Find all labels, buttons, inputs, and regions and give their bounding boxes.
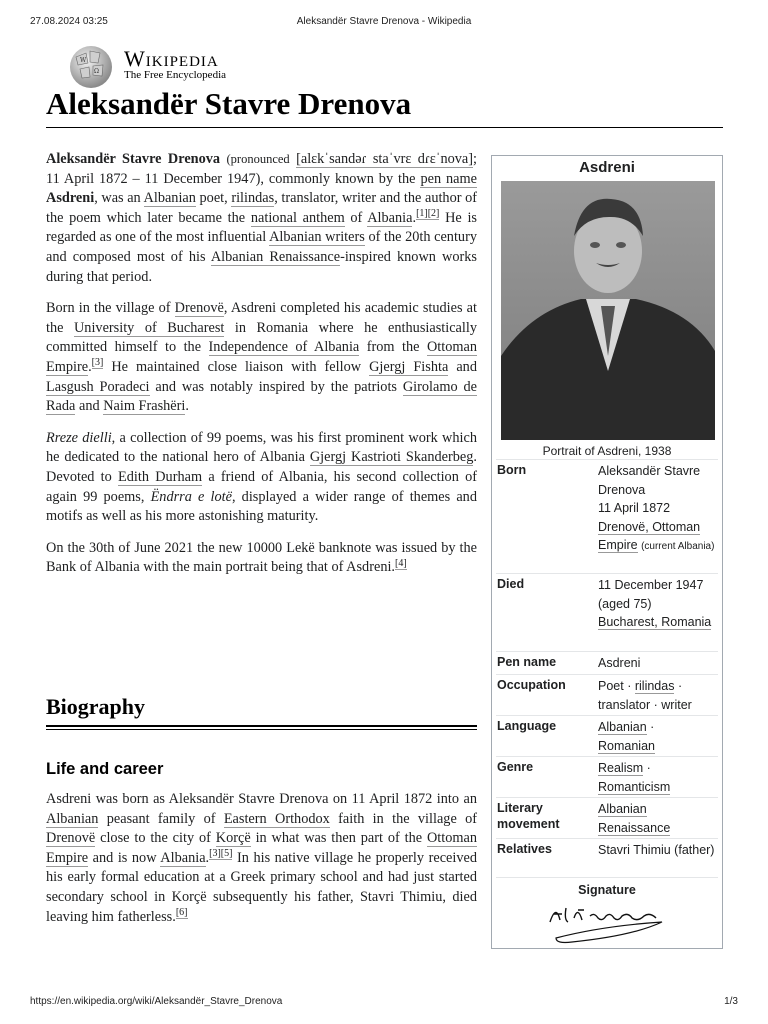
infobox-row-relatives — [496, 838, 718, 879]
infobox-row-language — [496, 715, 718, 756]
title-divider — [46, 127, 723, 128]
article-intro — [46, 150, 477, 590]
albanian-writers-link[interactable]: Albanian writers — [269, 229, 365, 246]
signature-image[interactable] — [542, 900, 672, 948]
infobox-title: Asdreni — [579, 159, 635, 176]
albania-link[interactable]: Albania — [367, 209, 413, 226]
text: In his native village he properly received his early formal education at a Greek primary school and had just started secondary school in Korçë subsequently his father, Stavri Thimiu, died leaving him fatherless. — [46, 849, 478, 925]
row-label: Language — [497, 719, 557, 733]
rilindas-link[interactable]: rilindas — [231, 190, 275, 207]
text: , Asdreni completed his academic studies at the — [46, 300, 477, 336]
text: of the 20th century and composed most of his — [46, 229, 477, 265]
svg-text:Ω: Ω — [94, 68, 99, 75]
row-value: Asdreni — [598, 656, 641, 670]
birthplace-link[interactable]: Drenovë, Ottoman Empire — [598, 519, 701, 552]
work-title: Rreze dielli — [46, 429, 112, 446]
subsection-heading-life-and-career: Life and career — [46, 760, 164, 778]
text: peasant family of — [106, 810, 216, 827]
print-datetime: 27.08.2024 03:25 — [30, 16, 108, 27]
rilindas-link[interactable]: rilindas — [634, 679, 675, 693]
row-label: Pen name — [497, 655, 557, 669]
text: of — [350, 209, 363, 226]
row-value — [598, 576, 716, 632]
wordmark-tagline: The Free Encyclopedia — [124, 69, 227, 81]
row-label: Died — [497, 577, 525, 591]
row-value — [598, 718, 716, 755]
occupation-item: translator — [598, 697, 651, 712]
paragraph-4 — [46, 539, 477, 578]
infobox-divider — [496, 877, 718, 879]
skanderbeg-link[interactable]: Gjergj Kastrioti Skanderbeg — [309, 449, 474, 466]
text: in what was then part of the — [255, 830, 423, 847]
text: -inspired known works during that period. — [46, 248, 477, 285]
subject-name: Aleksandër Stavre Drenova — [46, 151, 221, 167]
infobox-row-genre — [496, 756, 718, 797]
birthplace-note: (current Albania) — [641, 541, 715, 552]
text: Asdreni was born as Aleksandër Stavre Drenova on 11 April 1872 into an — [46, 791, 477, 807]
row-label: Born — [497, 463, 527, 477]
signature-label: Signature — [578, 883, 636, 897]
row-value — [598, 677, 716, 714]
text: in Romania where he enthusiastically committed himself to the — [46, 319, 477, 356]
text: He maintained close liaison with fellow — [111, 358, 362, 375]
portrait-photo[interactable] — [501, 181, 715, 440]
paragraph-1: Aleksandër Stavre Drenova (pronounced [alɛkˈsandəɾ staˈvrɛ dɾɛˈnova]; 11 April 1872 – 11 December 1947), commonly known by the pen name Asdreni, was an Albanian poet, rilindas, translator, writer and the author of the poem which later became the national anthem of Albania.[1][2] He is regarded as one of the most influential Albanian writers of the 20th century and composed most of his Albanian Renaissance-inspired known works during that period. — [46, 151, 477, 285]
university-of-bucharest-link[interactable]: University of Bucharest — [73, 319, 225, 336]
page-title: Aleksandër Stavre Drenova — [46, 86, 412, 121]
albanian-link[interactable]: Albanian — [143, 190, 196, 207]
gjergj-fishta-link[interactable]: Gjergj Fishta — [369, 358, 449, 375]
citation-link[interactable]: [6] — [175, 906, 188, 918]
text: , translator, writer and the author of the poem which later became the — [46, 190, 477, 226]
occupation-item: writer — [661, 697, 692, 712]
national-anthem-link[interactable]: national anthem — [250, 209, 345, 226]
albanian-link[interactable]: Albanian — [46, 810, 99, 827]
infobox-row-occupation — [496, 674, 718, 715]
paragraph-2: Born in the village of Drenovë, Asdreni completed his academic studies at the University of Bucharest in Romania where he enthusiastically committed himself to the Independence of Albania from the Ottoman Empire.[3] He maintained close liaison with fellow Gjergj Fishta and Lasgush Poradeci and was notably inspired by the patriots Girolamo de Rada and Naim Frashëri. — [46, 300, 478, 415]
separator: · — [627, 679, 632, 693]
row-value — [598, 759, 716, 796]
row-label: Genre — [497, 760, 534, 774]
drenove-link[interactable]: Drenovë — [46, 830, 96, 847]
section-heading-biography: Biography — [46, 694, 146, 719]
albanian-renaissance-link[interactable]: Albanian Renaissance — [598, 802, 671, 835]
ottoman-empire-link[interactable]: Ottoman Empire — [46, 339, 478, 375]
paragraph-5: Asdreni was born as Aleksandër Stavre Drenova on 11 April 1872 into an Albanian peasant family of Eastern Orthodox faith in the village of Drenovë close to the city of Korçë in what was then part of the Ottoman Empire and is now Albania.[3][5] In his native village he properly received his early formal education at a Greek primary school and had just started secondary school in Korçë subsequently his father, Stavri Thimiu, died leaving him fatherless.[6] — [46, 791, 478, 925]
albanian-language-link[interactable]: Albanian — [598, 720, 647, 734]
text: , a collection of 99 poems, was his first prominent work which he dedicated to the national hero of Albania — [46, 429, 477, 466]
wordmark-text: Wikipedia — [124, 46, 219, 71]
infobox-row-born — [496, 459, 718, 570]
girolamo-de-rada-link[interactable]: Girolamo de Rada — [46, 378, 477, 415]
albanian-renaissance-link[interactable]: Albanian Renaissance — [210, 248, 341, 265]
text: from the — [366, 339, 420, 356]
romanticism-link[interactable]: Romanticism — [598, 779, 671, 794]
drenove-link[interactable]: Drenovë — [174, 300, 224, 317]
text: poet, — [199, 190, 228, 207]
infobox — [491, 155, 723, 949]
biography-text — [46, 790, 477, 939]
section-divider — [46, 725, 477, 727]
ottoman-empire-link[interactable]: Ottoman Empire — [46, 830, 478, 866]
text: a friend of Albania, his second collection of again 99 poems, — [46, 468, 477, 505]
realism-link[interactable]: Realism — [598, 761, 644, 775]
birth-date: 11 April 1872 — [598, 501, 671, 515]
citation-link[interactable]: [3] — [91, 357, 104, 369]
text: , displayed a wider range of themes and motifs as well as his more astonishing maturity. — [46, 488, 477, 525]
lasgush-poradeci-link[interactable]: Lasgush Poradeci — [46, 378, 150, 395]
citation-link[interactable]: [4] — [395, 557, 407, 569]
citation-link[interactable]: [3][5] — [209, 848, 233, 860]
section-divider-thin — [46, 729, 477, 730]
text: faith in the village of — [338, 810, 478, 827]
text: Born in the village of — [46, 300, 171, 317]
text: and — [456, 358, 477, 375]
text: . Devoted to — [46, 449, 477, 485]
text: and was notably inspired by the patriots — [155, 378, 397, 395]
row-value — [598, 462, 716, 557]
separator: · — [650, 720, 655, 734]
row-label: Literary movement — [497, 801, 560, 831]
text: On the 30th of June 2021 the new 10000 Lekë banknote was issued by the Bank of Albania with the main portrait being that of Asdreni. — [46, 539, 477, 576]
row-value: Stavri Thimiu (father) — [598, 843, 715, 857]
korce-link[interactable]: Korçë — [215, 830, 251, 847]
edith-durham-link[interactable]: Edith Durham — [118, 468, 203, 485]
separator: · — [677, 679, 683, 693]
citation-link[interactable]: [1][2] — [416, 208, 440, 220]
print-url: https://en.wikipedia.org/wiki/Aleksandër_Stavre_Drenova — [30, 996, 283, 1007]
work-title: Ëndrra e lotë — [150, 488, 232, 505]
text: . — [185, 398, 189, 415]
death-date: 11 December 1947 (aged 75) — [598, 578, 704, 611]
separator: · — [653, 697, 658, 712]
text: He is regarded as one of the most influential — [46, 209, 477, 246]
naim-frasheri-link[interactable]: Naim Frashëri — [103, 398, 186, 415]
independence-of-albania-link[interactable]: Independence of Albania — [208, 339, 360, 356]
text: and — [78, 398, 100, 415]
text: ; 11 April 1872 – 11 December 1947), commonly known by the — [46, 151, 477, 187]
print-title: Aleksandër Stavre Drenova - Wikipedia — [296, 16, 472, 27]
birth-name: Aleksandër Stavre Drenova — [598, 464, 701, 497]
pronounced-label: (pronounced — [226, 152, 290, 166]
svg-text:W: W — [80, 57, 87, 64]
row-label: Occupation — [497, 678, 566, 692]
ipa-link[interactable]: [alɛkˈsandəɾ staˈvrɛ dɾɛˈnova] — [296, 151, 474, 167]
text: close to the city of — [100, 830, 211, 847]
pen-name: Asdreni — [46, 190, 95, 207]
row-value — [598, 800, 716, 837]
deathplace-link[interactable]: Bucharest, Romania — [598, 615, 712, 629]
romanian-language-link[interactable]: Romanian — [598, 738, 655, 753]
paragraph-3 — [46, 429, 477, 527]
wikipedia-wordmark[interactable] — [124, 46, 226, 81]
text: and is now — [92, 849, 157, 866]
eastern-orthodox-link[interactable]: Eastern Orthodox — [223, 810, 330, 827]
occupation-item: Poet — [598, 679, 624, 693]
pen-name-link[interactable]: pen name — [420, 170, 477, 187]
albania-link[interactable]: Albania — [160, 849, 206, 866]
wikipedia-globe-icon[interactable] — [66, 43, 116, 89]
photo-caption: Portrait of Asdreni, 1938 — [542, 444, 672, 458]
print-page-number: 1/3 — [724, 996, 738, 1007]
infobox-row-died — [496, 573, 718, 648]
row-label: Relatives — [497, 842, 552, 856]
text: , was an — [94, 190, 141, 207]
infobox-row-pen-name — [496, 651, 718, 674]
separator: · — [646, 761, 651, 775]
infobox-row-literary-movement — [496, 797, 718, 838]
